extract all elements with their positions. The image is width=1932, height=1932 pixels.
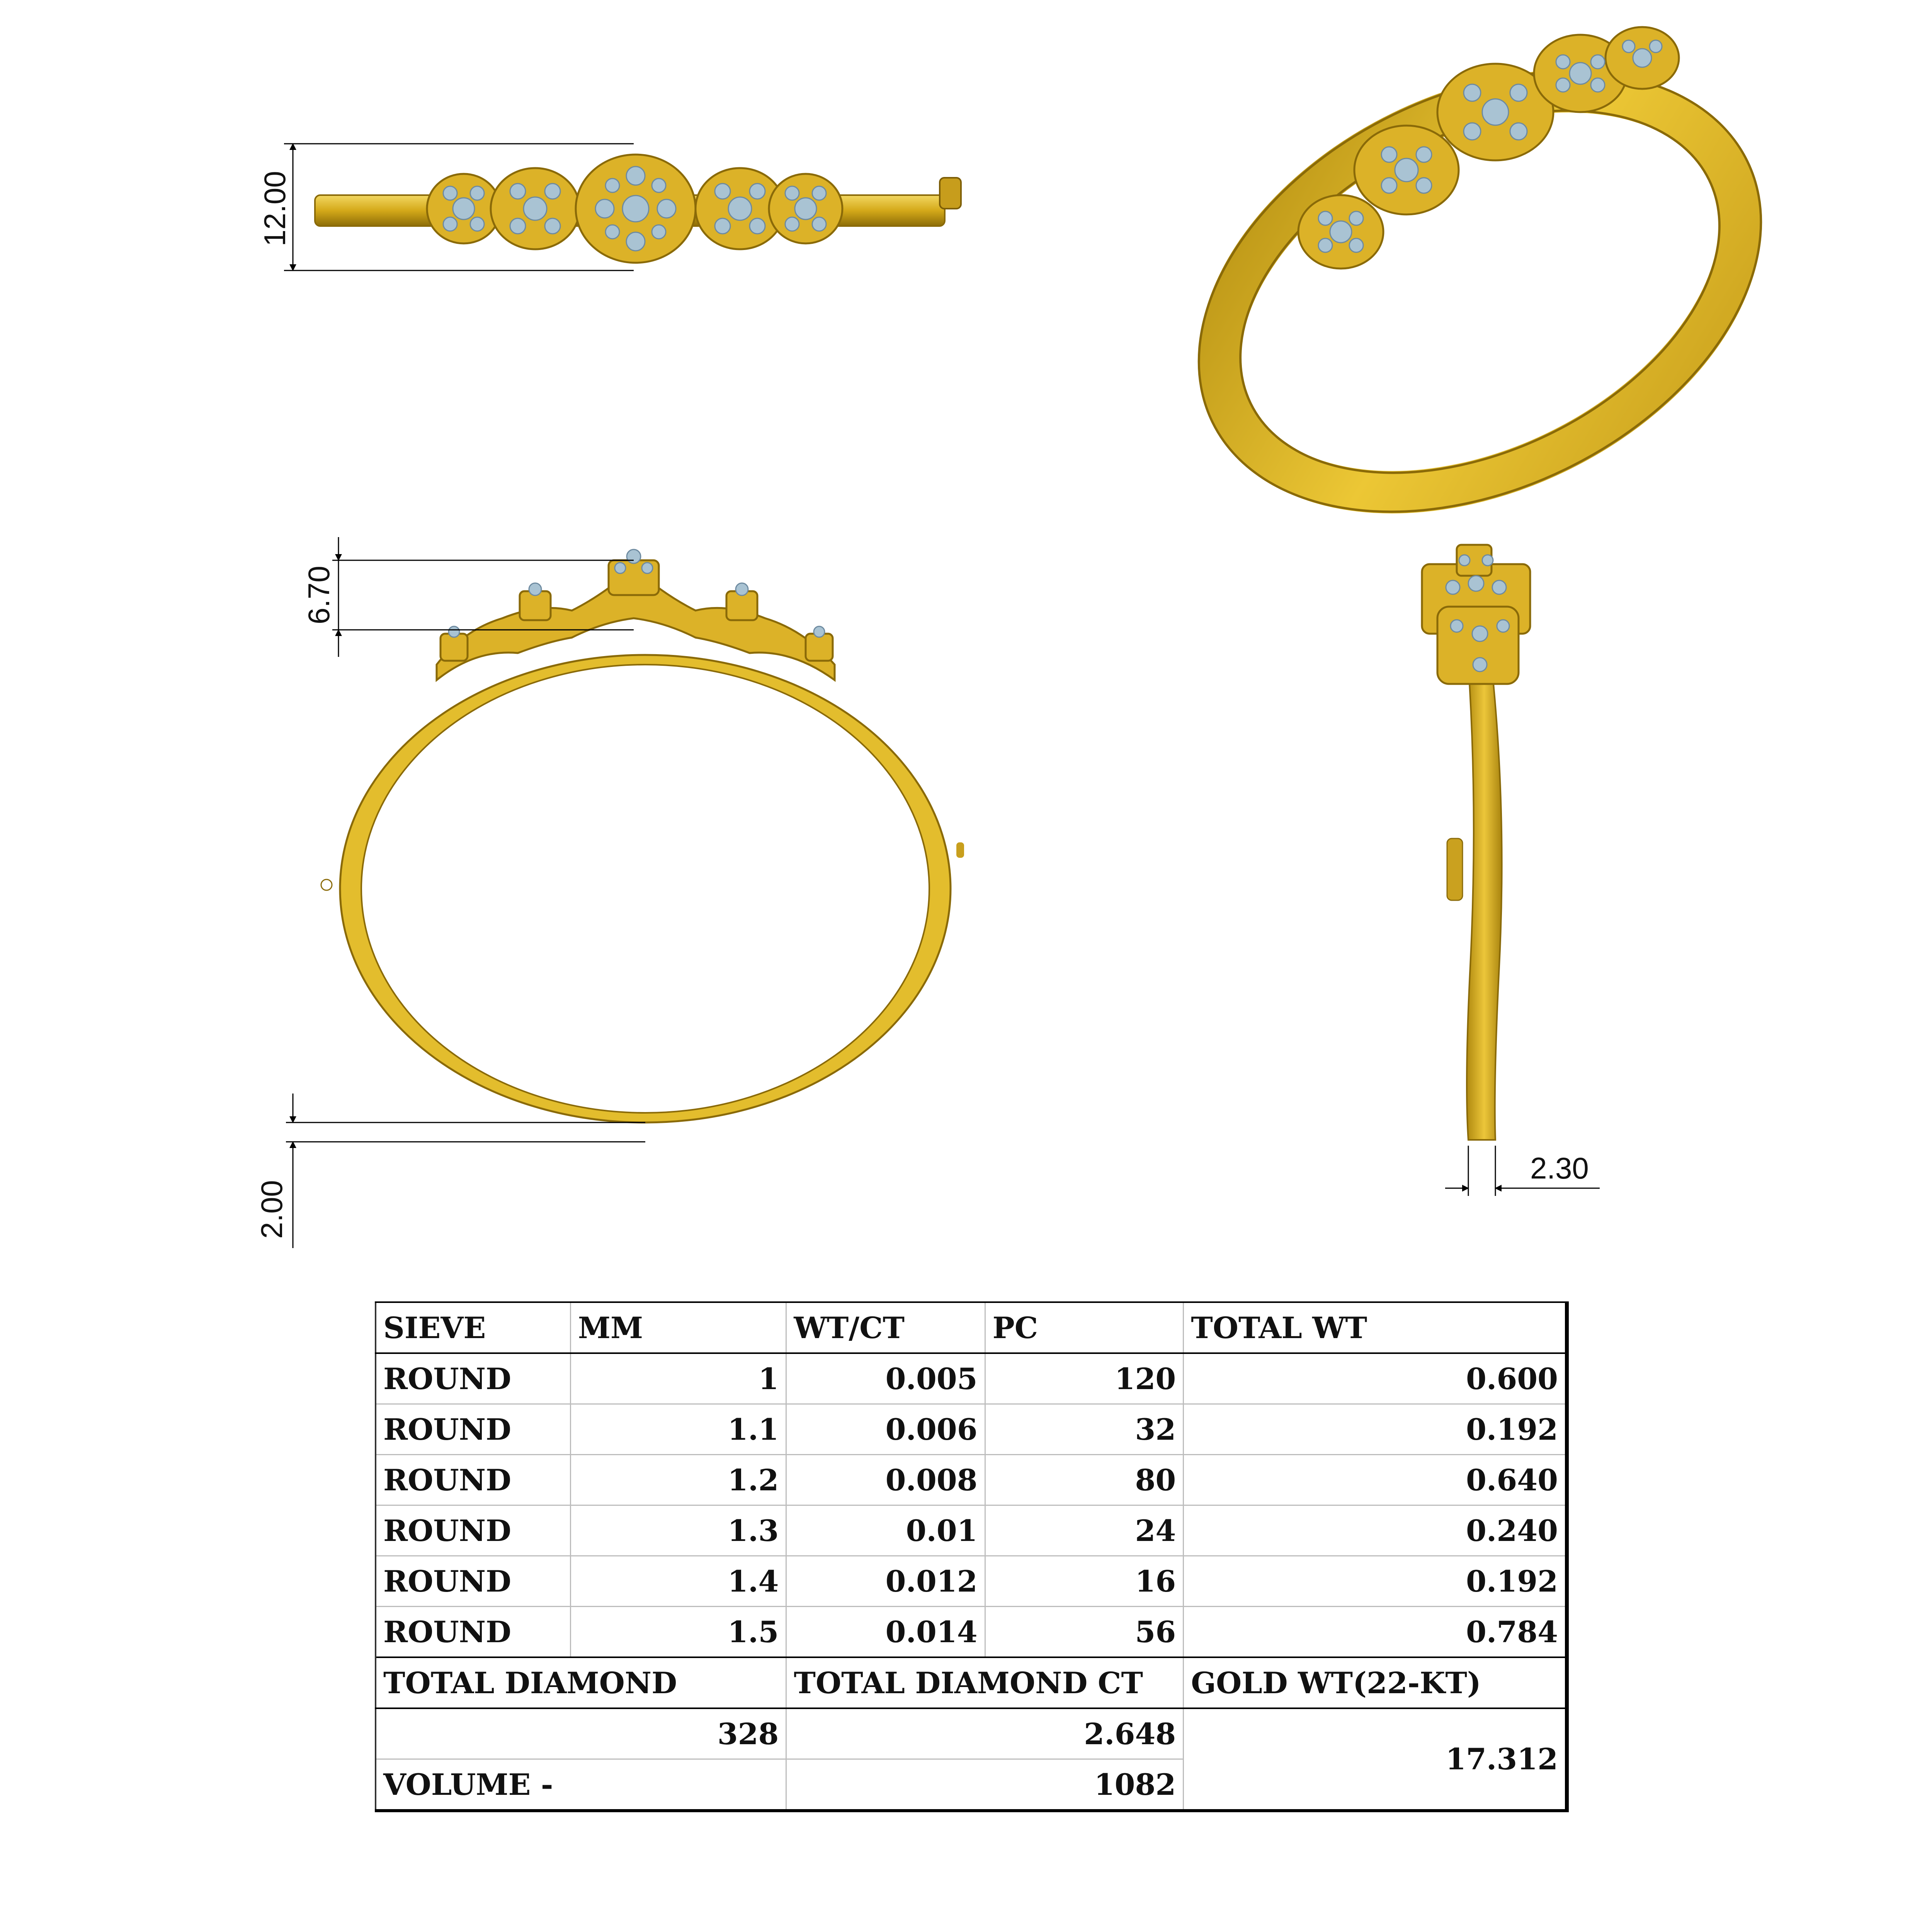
table-header-row [376,1302,1567,1353]
table-row [376,1556,1567,1607]
cell-total-wt: 0.600 [1184,1353,1567,1404]
cell-pc: 32 [985,1404,1184,1455]
cell-sieve: ROUND [376,1404,570,1455]
total-diamond-value: 328 [376,1708,786,1759]
cell-sieve: ROUND [376,1505,570,1556]
header-sieve: SIEVE [376,1302,570,1353]
cell-wt-ct: 0.014 [786,1607,985,1658]
cell-sieve: ROUND [376,1556,570,1607]
cell-mm: 1.4 [570,1556,786,1607]
cell-wt-ct: 0.006 [786,1404,985,1455]
cell-total-wt: 0.784 [1184,1607,1567,1658]
cell-pc: 16 [985,1556,1184,1607]
cell-pc: 24 [985,1505,1184,1556]
cell-wt-ct: 0.012 [786,1556,985,1607]
cell-total-wt: 0.640 [1184,1455,1567,1505]
table-row [376,1505,1567,1556]
diamond-spec-table [375,1301,1569,1812]
total-diamond-label: TOTAL DIAMOND [376,1657,786,1708]
cell-mm: 1.3 [570,1505,786,1556]
side-band [1467,665,1502,1140]
table-row [376,1353,1567,1404]
header-wt-ct: WT/CT [786,1302,985,1353]
table-row [376,1607,1567,1658]
cell-pc: 120 [985,1353,1184,1404]
summary-value-row [376,1708,1567,1759]
gold-wt-label: GOLD WT(22-KT) [1184,1657,1567,1708]
dim-label-crown-height: 6.70 [302,566,336,624]
cell-wt-ct: 0.008 [786,1455,985,1505]
dim-label-top-height: 12.00 [258,171,292,247]
dim-label-band-thickness: 2.00 [255,1180,289,1239]
side-view [1422,545,1600,1196]
cell-mm: 1.5 [570,1607,786,1658]
table-row [376,1404,1567,1455]
cell-wt-ct: 0.01 [786,1505,985,1556]
volume-value: 1082 [786,1759,1184,1811]
header-total-wt: TOTAL WT [1184,1302,1567,1353]
table-row [376,1455,1567,1505]
perspective-view [1126,0,1833,599]
total-diamond-ct-label: TOTAL DIAMOND CT [786,1657,1184,1708]
cell-mm: 1.1 [570,1404,786,1455]
cell-sieve: ROUND [376,1455,570,1505]
cell-mm: 1 [570,1353,786,1404]
volume-label: VOLUME - [376,1759,786,1811]
cell-total-wt: 0.240 [1184,1505,1567,1556]
dim-label-band-width: 2.30 [1530,1151,1589,1185]
cell-pc: 80 [985,1455,1184,1505]
cell-sieve: ROUND [376,1607,570,1658]
cell-mm: 1.2 [570,1455,786,1505]
clasp [940,178,961,209]
cell-total-wt: 0.192 [1184,1404,1567,1455]
front-view [255,537,964,1248]
cell-pc: 56 [985,1607,1184,1658]
header-pc: PC [985,1302,1184,1353]
cell-wt-ct: 0.005 [786,1353,985,1404]
gold-wt-value: 17.312 [1184,1708,1567,1811]
total-diamond-ct-value: 2.648 [786,1708,1184,1759]
summary-label-row [376,1657,1567,1708]
header-mm: MM [570,1302,786,1353]
top-view [258,144,961,270]
cell-total-wt: 0.192 [1184,1556,1567,1607]
cell-sieve: ROUND [376,1353,570,1404]
